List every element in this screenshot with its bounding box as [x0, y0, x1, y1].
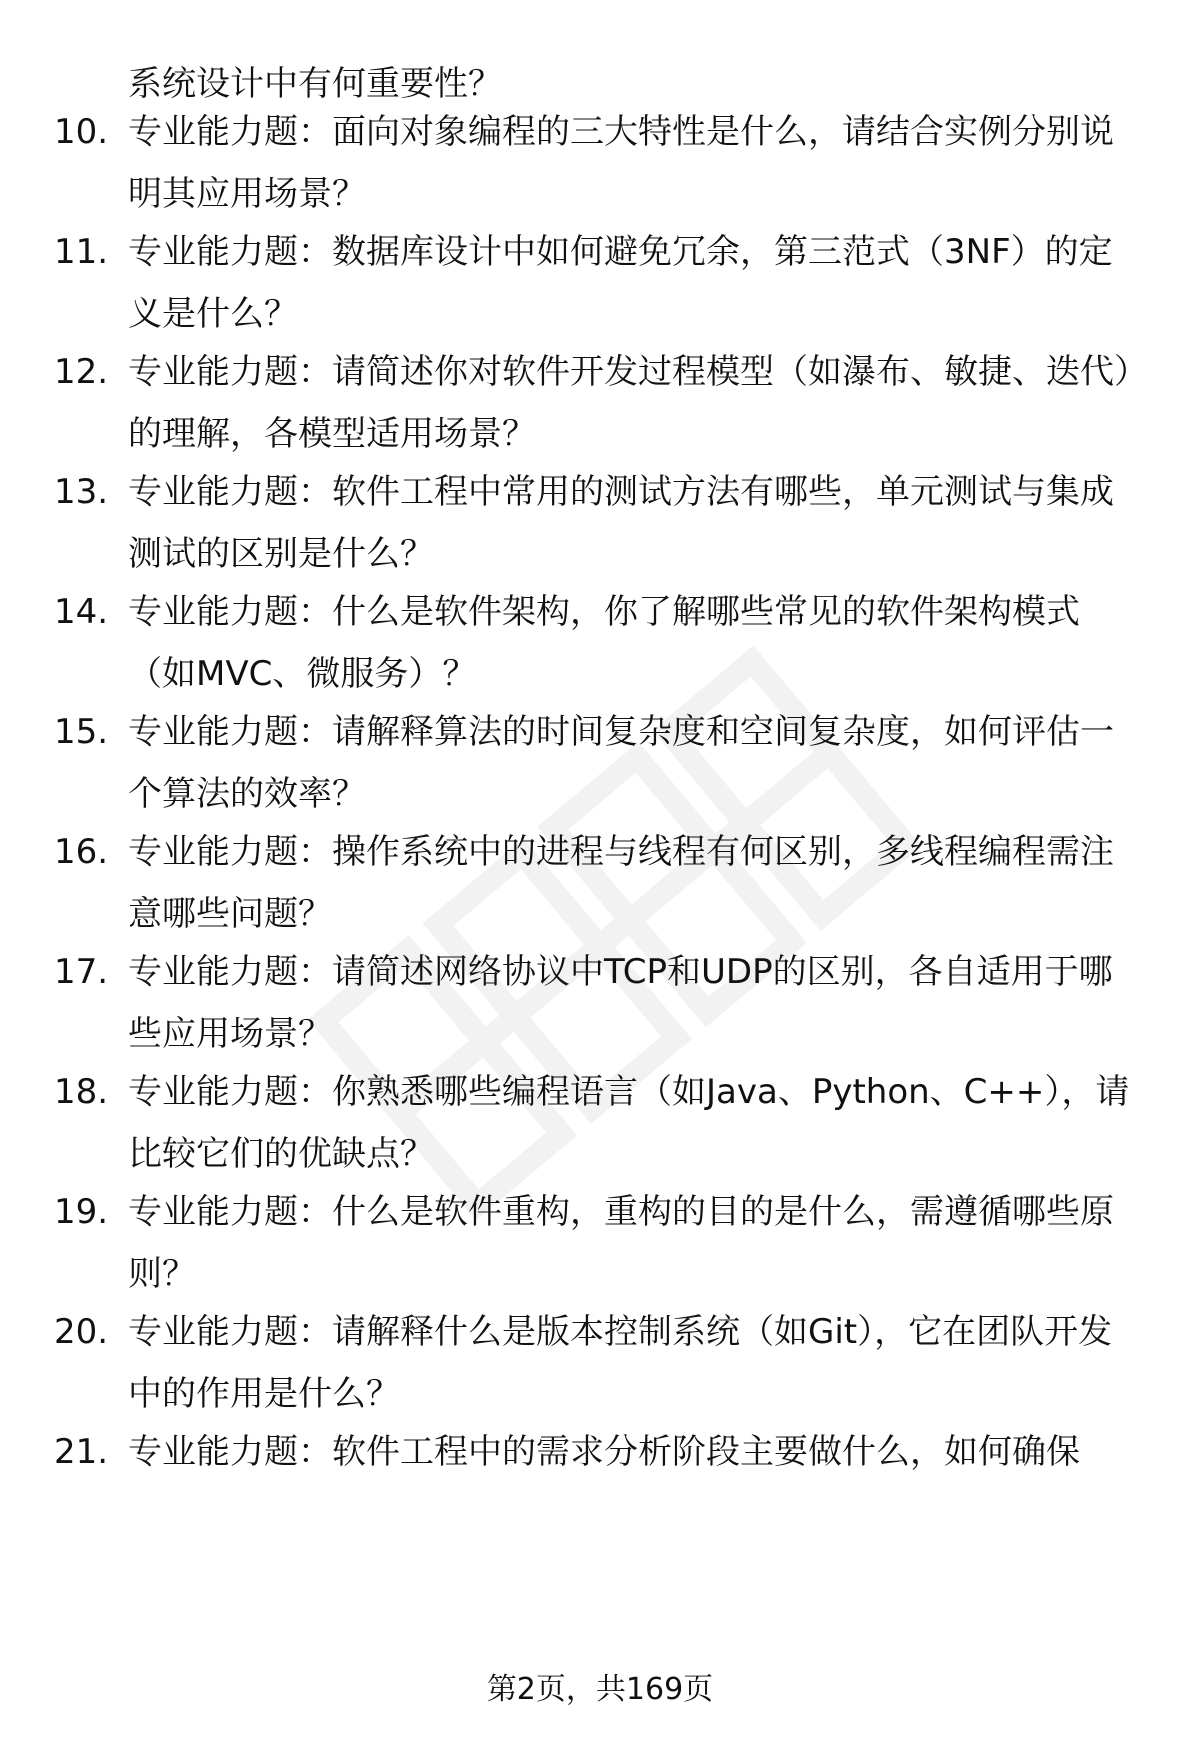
question-number: 12.	[54, 352, 109, 392]
question-text: 专业能力题：请简述你对软件开发过程模型（如瀑布、敏捷、迭代）的理解，各模型适用场景？	[128, 352, 1131, 454]
continued-question-text: 系统设计中有何重要性？	[128, 64, 502, 104]
question-number: 13.	[54, 472, 109, 512]
question-number: 18.	[54, 1072, 109, 1112]
question-number: 15.	[54, 712, 109, 752]
question-text: 专业能力题：操作系统中的进程与线程有何区别，多线程编程需注意哪些问题？	[128, 832, 1114, 934]
question-number: 17.	[54, 952, 109, 992]
question-text: 专业能力题：请解释算法的时间复杂度和空间复杂度，如何评估一个算法的效率？	[128, 712, 1114, 814]
question-text: 专业能力题：软件工程中常用的测试方法有哪些，单元测试与集成测试的区别是什么？	[128, 472, 1114, 574]
question-number: 11.	[54, 232, 109, 272]
question-number: 19.	[54, 1192, 109, 1232]
question-text: 专业能力题：软件工程中的需求分析阶段主要做什么，如何确保	[128, 1432, 1080, 1472]
question-number: 21.	[54, 1432, 109, 1472]
question-text: 专业能力题：请简述网络协议中TCP和UDP的区别，各自适用于哪些应用场景？	[128, 952, 1113, 1054]
question-text: 专业能力题：请解释什么是版本控制系统（如Git），它在团队开发中的作用是什么？	[128, 1312, 1113, 1414]
question-text: 专业能力题：面向对象编程的三大特性是什么，请结合实例分别说明其应用场景？	[128, 112, 1114, 214]
question-number: 16.	[54, 832, 109, 872]
page-footer: 第2页，共169页	[486, 1672, 714, 1707]
question-text: 专业能力题：数据库设计中如何避免冗余，第三范式（3NF）的定义是什么？	[128, 232, 1113, 334]
question-text: 专业能力题：什么是软件架构，你了解哪些常见的软件架构模式（如MVC、微服务）？	[128, 592, 1080, 694]
question-text: 专业能力题：什么是软件重构，重构的目的是什么，需遵循哪些原则？	[128, 1192, 1114, 1294]
question-number: 10.	[54, 112, 109, 152]
question-number: 14.	[54, 592, 109, 632]
question-text: 专业能力题：你熟悉哪些编程语言（如Java、Python、C++），请比较它们的优缺点？	[128, 1072, 1130, 1174]
question-number: 20.	[54, 1312, 109, 1352]
